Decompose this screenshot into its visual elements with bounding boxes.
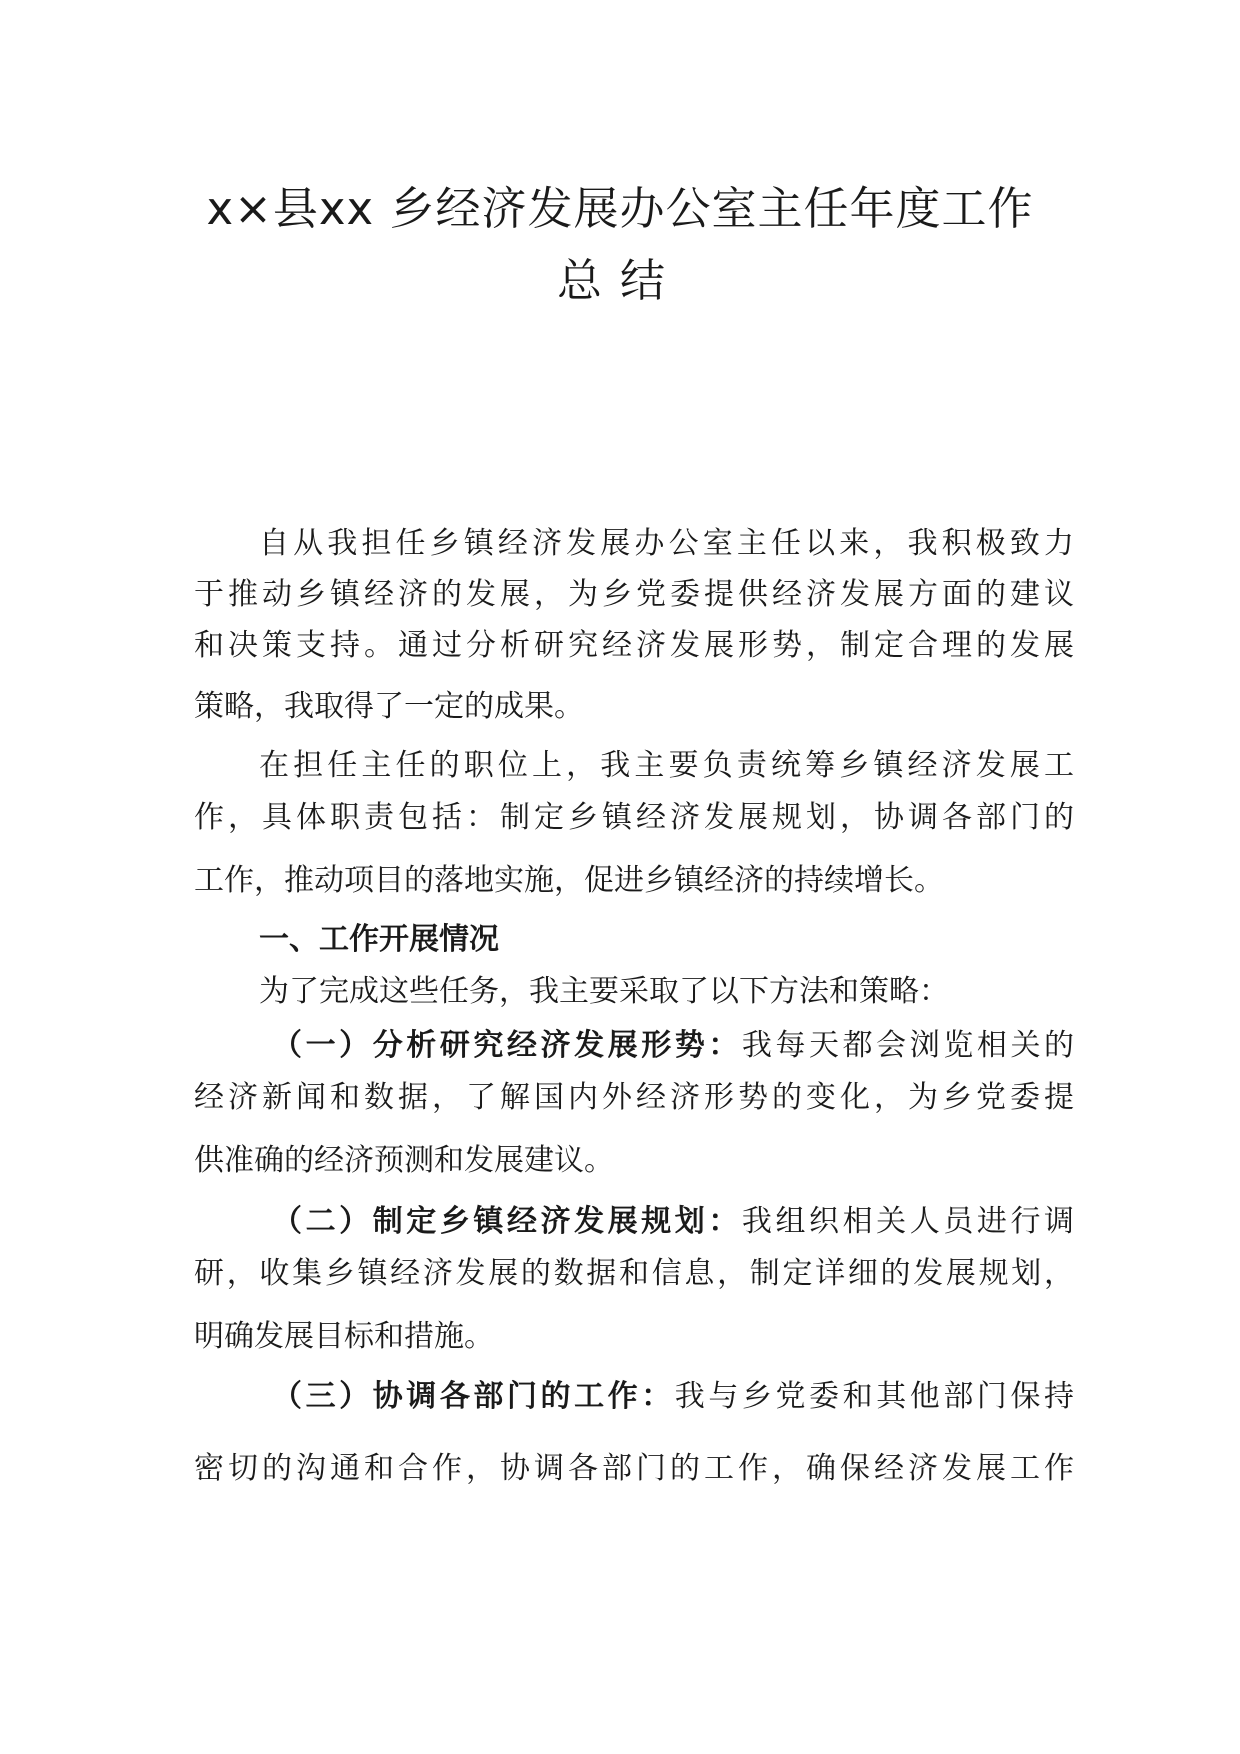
paragraph-line: 自从我担任乡镇经济发展办公室主任以来，我积极致力 [259, 526, 1074, 561]
subsection-text: 我组织相关人员进行调 [741, 1204, 1075, 1239]
paragraph-line: 工作，推动项目的落地实施，促进乡镇经济的持续增长。 [194, 863, 944, 898]
subsection-text: 我与乡党委和其他部门保持 [674, 1379, 1075, 1414]
paragraph-line: 明确发展目标和措施。 [194, 1319, 494, 1354]
subsection-label: （二）制定乡镇经济发展规划： [272, 1204, 742, 1239]
paragraph-line: 于推动乡镇经济的发展，为乡党委提供经济发展方面的建议 [194, 577, 1074, 612]
paragraph-line: 研，收集乡镇经济发展的数据和信息，制定详细的发展规划， [194, 1256, 1074, 1291]
subsection-text: 我每天都会浏览相关的 [741, 1028, 1075, 1063]
paragraph-line: 密切的沟通和合作，协调各部门的工作，确保经济发展工作 [194, 1451, 1074, 1486]
subsection-label: （一）分析研究经济发展形势： [272, 1028, 742, 1063]
paragraph-line: 作，具体职责包括：制定乡镇经济发展规划，协调各部门的 [194, 800, 1074, 835]
paragraph-line: 策略，我取得了一定的成果。 [194, 689, 584, 724]
paragraph-line: 和决策支持。通过分析研究经济发展形势，制定合理的发展 [194, 628, 1074, 663]
paragraph-line: 经济新闻和数据，了解国内外经济形势的变化，为乡党委提 [194, 1080, 1074, 1115]
document-title-line2: 总结 [556, 254, 683, 307]
subsection-line [272, 1379, 1075, 1414]
subsection-line [272, 1028, 1075, 1063]
paragraph-line: 为了完成这些任务，我主要采取了以下方法和策略： [259, 974, 949, 1009]
subsection-line [272, 1204, 1075, 1239]
paragraph-line: 供准确的经济预测和发展建议。 [194, 1143, 614, 1178]
section-heading: 一、工作开展情况 [259, 922, 499, 957]
document-title-line1: x×县xx 乡经济发展办公室主任年度工作 [206, 182, 1034, 235]
subsection-label: （三）协调各部门的工作： [272, 1379, 675, 1414]
paragraph-line: 在担任主任的职位上，我主要负责统筹乡镇经济发展工 [259, 748, 1074, 783]
